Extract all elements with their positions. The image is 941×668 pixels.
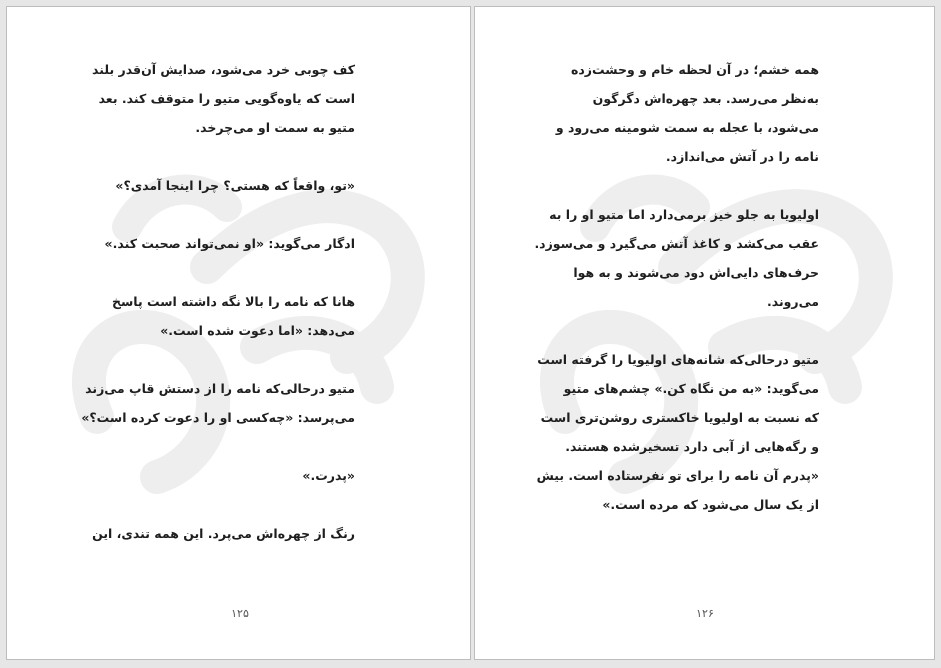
text-line: می‌پرسد: «چه‌کسی او را دعوت کرده است؟» — [81, 410, 355, 425]
text-line: که نسبت به اولیویا خاکستری روشن‌تری است — [540, 410, 819, 425]
text-line: می‌شود، با عجله به سمت شومینه می‌رود و — [555, 120, 819, 135]
text-line: متیو به سمت او می‌چرخد. — [195, 120, 355, 135]
text-line: حرف‌های دایی‌اش دود می‌شوند و به هوا — [573, 265, 819, 280]
text-line: «پدرت.» — [302, 468, 355, 483]
text-line: همه خشم؛ در آن لحظه خام و وحشت‌زده — [571, 62, 819, 77]
text-line: می‌گوید: «به من نگاه کن.» چشم‌های متیو — [563, 381, 819, 396]
text-line: می‌دهد: «اما دعوت شده است.» — [160, 323, 355, 338]
text-line: عقب می‌کشد و کاغذ آتش می‌گیرد و می‌سوزد. — [534, 236, 819, 251]
text-line: و رگه‌هایی از آبی دارد تسخیرشده هستند. — [565, 439, 819, 454]
left-page-text — [81, 55, 355, 548]
text-line: «پدرم آن نامه را برای تو نفرستاده است. بیش — [536, 468, 819, 483]
text-line: نامه را در آتش می‌اندازد. — [665, 149, 819, 164]
text-line: اولیویا به جلو خیز برمی‌دارد اما متیو او را به — [549, 207, 819, 222]
text-line: متیو درحالی‌که شانه‌های اولیویا را گرفته است — [537, 352, 819, 367]
left-page[interactable] — [6, 6, 471, 660]
text-line: متیو درحالی‌که نامه را از دستش قاپ می‌زند — [85, 381, 355, 396]
text-line: رنگ از چهره‌اش می‌پرد. این همه تندی، این — [92, 526, 355, 541]
text-line: است که یاوه‌گویی متیو را متوقف کند. بعد — [98, 91, 355, 106]
text-line: ادگار می‌گوید: «او نمی‌تواند صحبت کند.» — [104, 236, 355, 251]
page-number: ۱۲۵ — [231, 607, 249, 620]
text-line: هانا که نامه را بالا نگه داشته است پاسخ — [111, 294, 355, 309]
text-line: کف چوبی خرد می‌شود، صدایش آن‌قدر بلند — [92, 62, 355, 77]
text-line: می‌روند. — [766, 294, 819, 309]
right-page-text — [534, 55, 819, 519]
page-number: ۱۲۶ — [696, 607, 714, 620]
text-line: به‌نظر می‌رسد. بعد چهره‌اش دگرگون — [592, 91, 819, 106]
text-line: از یک سال می‌شود که مرده است.» — [602, 497, 819, 512]
right-page[interactable] — [474, 6, 935, 660]
text-line: «تو، واقعاً که هستی؟ چرا اینجا آمدی؟» — [115, 178, 355, 193]
